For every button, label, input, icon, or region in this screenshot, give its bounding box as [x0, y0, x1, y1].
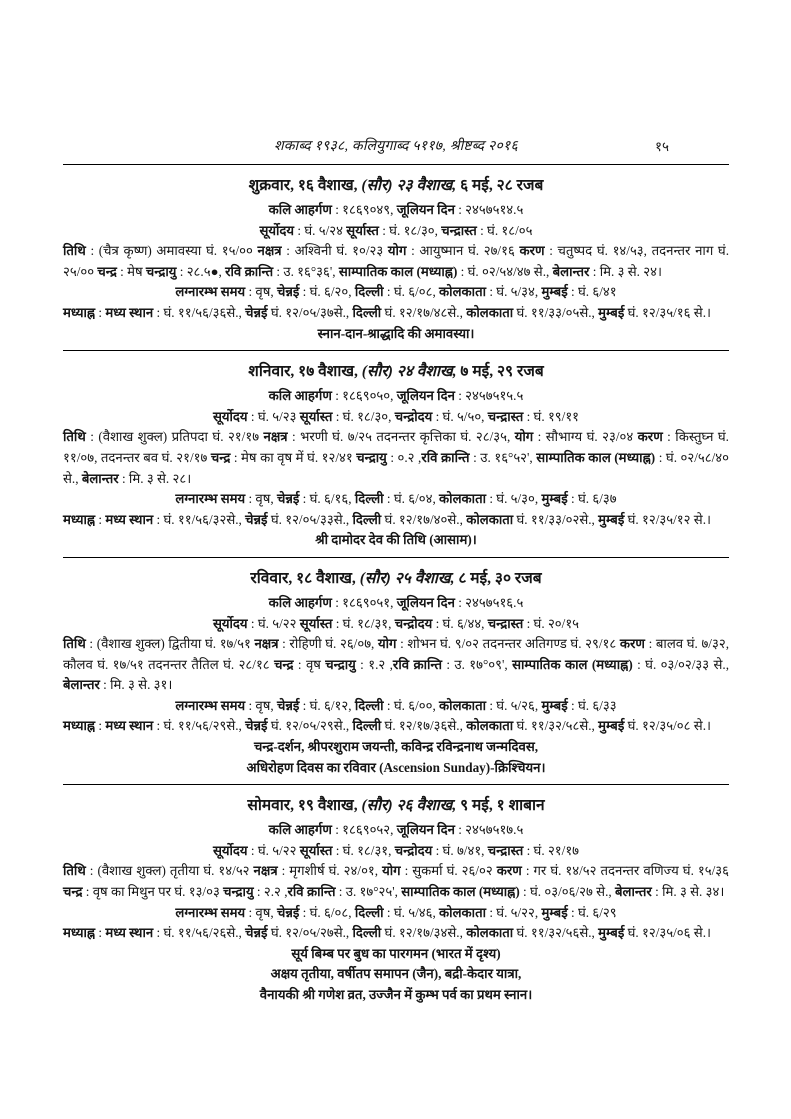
- tithi-paragraph: [63, 634, 729, 696]
- text-segment: चन्द्रास्त: [487, 842, 524, 858]
- text-segment: : २४५७५१४.५: [454, 202, 524, 217]
- text-segment: मध्य स्थान: [105, 304, 154, 320]
- text-segment: कलि आहर्गण: [268, 202, 332, 217]
- text-segment: : बालव घं. ७/३२, कौलव घं. १७/५१ तदनन्तर तैतिल घं. २८/१८: [63, 636, 729, 672]
- notes-block: [63, 737, 729, 778]
- text-segment: : रोहिणी घं. २६/०७,: [278, 636, 378, 652]
- text-segment: शनिवार, १७ वैशाख,: [248, 363, 362, 381]
- text-segment: (सौर) २४ वैशाख,: [361, 363, 457, 381]
- text-segment: कोलकाता: [466, 511, 514, 527]
- day-title: [63, 794, 729, 817]
- text-segment: : अश्विनी घं. १०/२३: [281, 243, 388, 259]
- day-section-friday: [63, 165, 729, 350]
- text-segment: शुक्रवार, १६ वैशाख,: [248, 177, 362, 194]
- text-segment: चन्द्रायु: [223, 884, 254, 900]
- note-line: वैनायकी श्री गणेश व्रत, उज्जैन में कुम्भ पर्व का प्रथम स्नान।: [259, 987, 533, 1002]
- text-segment: : घं. ७/४१,: [432, 842, 488, 858]
- note-line: चन्द्र-दर्शन, श्रीपरशुराम जयन्ती, कविन्द्र रविन्द्रनाथ जन्मदिवस,: [253, 739, 539, 755]
- text-segment: मध्याह्न: [63, 718, 96, 734]
- day-title: [63, 360, 729, 383]
- text-segment: कोलकाता: [439, 697, 487, 713]
- text-segment: : २४५७५१५.५: [454, 388, 524, 404]
- text-segment: कोलकाता: [466, 304, 514, 320]
- text-segment: : घं. ५/५०,: [432, 408, 488, 424]
- text-segment: : ०.२ ,: [386, 449, 422, 465]
- text-segment: चन्द्रास्त: [487, 615, 524, 631]
- text-segment: घं. १२/०५/३३से.,: [267, 511, 353, 527]
- text-segment: कलि आहर्गण: [268, 822, 332, 838]
- text-segment: : घं. ५/२२: [247, 842, 300, 858]
- text-segment: लग्नारम्भ समय: [175, 491, 246, 507]
- text-segment: मुम्बई: [541, 284, 568, 300]
- madhyahna-line: [63, 303, 729, 324]
- text-segment: घं. १२/१७/४८से.,: [381, 304, 467, 320]
- text-segment: सूर्योदय: [212, 615, 248, 631]
- text-segment: चन्द्र: [274, 656, 294, 672]
- text-segment: (सौर) २३ वैशाख,: [361, 177, 457, 194]
- text-segment: घं. १२/०५/३७से.,: [267, 304, 353, 320]
- text-segment: ७ मई, २९ रजब: [456, 363, 544, 381]
- text-segment: तिथि: [63, 243, 86, 259]
- lagna-line: [63, 282, 729, 303]
- ahargana-line: [63, 386, 729, 407]
- text-segment: जूलियन दिन: [396, 388, 455, 404]
- text-segment: बेलान्तर: [81, 470, 119, 486]
- text-segment: : घं. ५/३४,: [486, 284, 542, 300]
- text-segment: : घं. ६/४१: [567, 284, 617, 300]
- text-segment: : आयुष्मान घं. २७/१६: [406, 243, 520, 259]
- text-segment: चन्द्रायु: [356, 449, 387, 465]
- text-segment: : २८.५●,: [176, 263, 226, 279]
- text-segment: रवि क्रान्ति: [392, 656, 442, 672]
- text-segment: : घं. १८/३१,: [332, 842, 395, 858]
- text-segment: मध्य स्थान: [105, 718, 154, 734]
- text-segment: मध्य स्थान: [105, 925, 154, 941]
- text-segment: (सौर) २५ वैशाख,: [359, 569, 455, 587]
- text-segment: : सौभाग्य घं. २३/०४: [533, 429, 638, 445]
- text-segment: :: [95, 511, 106, 527]
- text-segment: सूर्यास्त: [346, 222, 379, 238]
- text-segment: : घं. ११/५६/२९से.,: [153, 718, 246, 734]
- notes-block: [63, 324, 729, 345]
- text-segment: : घं. ६/३३: [567, 697, 617, 713]
- text-segment: दिल्ली: [354, 904, 384, 920]
- text-segment: घं. १२/१७/३४से.,: [381, 925, 467, 941]
- text-segment: : घं. १८/०५: [476, 222, 533, 238]
- text-segment: : सुकर्मा घं. २६/०२: [400, 863, 497, 879]
- text-segment: : वृष,: [245, 697, 277, 713]
- text-segment: चन्द्रायु: [145, 263, 177, 279]
- text-segment: : वृष: [293, 656, 326, 672]
- text-segment: तिथि: [63, 863, 86, 879]
- note-line: स्नान-दान-श्राद्धादि की अमावस्या।: [317, 325, 475, 341]
- text-segment: सूर्योदय: [212, 408, 248, 424]
- text-segment: मध्याह्न: [63, 511, 96, 527]
- text-segment: : वृष,: [245, 904, 277, 920]
- text-segment: मध्याह्न: [63, 304, 96, 320]
- day-section-sunday: [63, 558, 729, 784]
- text-segment: : घं. ६/३७: [567, 491, 617, 507]
- text-segment: : घं. ५/२२: [247, 615, 300, 631]
- text-segment: : घं. ११/५६/३६से.,: [153, 304, 246, 320]
- text-segment: चेन्नई: [245, 304, 268, 320]
- text-segment: : मि. ३ से. ३४।: [651, 884, 725, 900]
- text-segment: साम्पातिक काल (मध्याह्न): [401, 884, 520, 900]
- text-segment: नक्षत्र: [263, 429, 288, 445]
- text-segment: : घं. ०३/०२/३३ से.,: [632, 656, 729, 672]
- text-segment: : २.२ ,: [253, 884, 288, 900]
- text-segment: कलि आहर्गण: [268, 594, 332, 610]
- text-segment: मुम्बई: [598, 718, 625, 734]
- text-segment: : १.२ ,: [355, 656, 393, 672]
- text-segment: घं. १२/३५/१६ से.।: [624, 304, 711, 320]
- text-segment: : घं. ६/०४,: [383, 491, 440, 507]
- text-segment: : (वैशाख शुक्ल) द्वितीया घं. १७/५१: [85, 636, 255, 652]
- text-segment: लग्नारम्भ समय: [175, 284, 246, 300]
- lagna-line: [63, 696, 729, 717]
- text-segment: करण: [496, 863, 522, 879]
- text-segment: दिल्ली: [352, 718, 382, 734]
- note-line: सूर्य बिम्ब पर बुध का पारगमन (भारत में दृश्य): [291, 945, 501, 961]
- text-segment: घं. ११/३३/०२से.,: [513, 511, 599, 527]
- text-segment: घं. १२/३५/१२ से.।: [624, 511, 711, 527]
- text-segment: चन्द्र: [97, 263, 117, 279]
- text-segment: : घं. २१/१७: [523, 842, 580, 858]
- text-segment: चेन्नई: [276, 491, 300, 507]
- ahargana-line: [63, 200, 729, 221]
- text-segment: : (वैशाख शुक्ल) तृतीया घं. १४/५२: [85, 863, 254, 879]
- text-segment: : उ. १७°२५',: [335, 884, 402, 900]
- text-segment: : घं. ०२/५८/४० से.,: [63, 449, 729, 486]
- text-segment: दिल्ली: [354, 491, 384, 507]
- text-segment: सूर्यास्त: [299, 615, 333, 631]
- text-segment: मुम्बई: [598, 304, 625, 320]
- lagna-line: [63, 489, 729, 510]
- text-segment: : घं. २०/१५: [523, 615, 580, 631]
- note-line: अधिरोहण दिवस का रविवार (Ascension Sunday)-क्रिश्चियन।: [246, 759, 546, 775]
- text-segment: : घं. १८/३०,: [332, 408, 395, 424]
- text-segment: बेलान्तर: [63, 677, 100, 693]
- text-segment: : उ. १६°३६',: [273, 263, 339, 279]
- text-segment: : उ. १७°०९',: [441, 656, 513, 672]
- text-segment: मुम्बई: [598, 511, 625, 527]
- text-segment: रवि क्रान्ति: [287, 884, 336, 900]
- text-segment: चन्द्रोदय: [394, 842, 433, 858]
- text-segment: : घं. ५/४६,: [383, 904, 440, 920]
- text-segment: ९ मई, १ शाबान: [456, 797, 545, 815]
- text-segment: : घं. ६/२९: [567, 904, 617, 920]
- text-segment: चन्द्रास्त: [487, 408, 524, 424]
- text-segment: नक्षत्र: [254, 636, 279, 652]
- text-segment: घं. ११/३२/५६से.,: [513, 925, 599, 941]
- text-segment: सूर्यास्त: [299, 408, 333, 424]
- text-segment: चेन्नई: [245, 925, 268, 941]
- text-segment: चेन्नई: [245, 511, 268, 527]
- text-segment: : घं. ११/५६/३२से.,: [153, 511, 246, 527]
- text-segment: दिल्ली: [352, 511, 382, 527]
- text-segment: तिथि: [63, 636, 86, 652]
- text-segment: : घं. ६/१६,: [299, 491, 355, 507]
- text-segment: चन्द्रायु: [325, 656, 356, 672]
- text-segment: ८ मई, ३० रजब: [454, 569, 542, 587]
- text-segment: रवि क्रान्ति: [421, 449, 470, 465]
- text-segment: :: [95, 925, 106, 941]
- sun-times-line: [63, 407, 729, 428]
- text-segment: चेन्नई: [276, 697, 300, 713]
- text-segment: कोलकाता: [439, 904, 487, 920]
- text-segment: चन्द्र: [210, 449, 231, 465]
- text-segment: करण: [619, 636, 645, 652]
- text-segment: साम्पातिक काल (मध्याह्न): [536, 449, 656, 465]
- text-segment: जूलियन दिन: [396, 202, 455, 217]
- text-segment: : घं. ५/२६,: [486, 697, 542, 713]
- text-segment: कोलकाता: [439, 284, 487, 300]
- text-segment: घं. १२/०५/२९से.,: [267, 718, 353, 734]
- text-segment: : २४५७५१६.५: [454, 594, 524, 610]
- text-segment: रवि क्रान्ति: [225, 263, 274, 279]
- text-segment: नक्षत्र: [257, 243, 282, 259]
- madhyahna-line: [63, 923, 729, 944]
- text-segment: : वृष का मिथुन पर घं. १३/०३: [82, 884, 224, 900]
- text-segment: : २४५७५१७.५: [454, 822, 524, 838]
- text-segment: दिल्ली: [352, 925, 382, 941]
- text-segment: नक्षत्र: [253, 863, 278, 879]
- madhyahna-line: [63, 510, 729, 531]
- tithi-paragraph: [63, 427, 729, 489]
- text-segment: मुम्बई: [541, 697, 568, 713]
- text-segment: बेलान्तर: [614, 884, 652, 900]
- text-segment: रविवार, १८ वैशाख,: [250, 569, 360, 587]
- text-segment: : मि. ३ से. ३१।: [99, 677, 173, 693]
- text-segment: : घं. १९/११: [523, 408, 580, 424]
- text-segment: लग्नारम्भ समय: [175, 697, 246, 713]
- text-segment: : १८६९०४९,: [331, 202, 397, 217]
- text-segment: चन्द्रोदय: [394, 615, 433, 631]
- text-segment: करण: [519, 243, 545, 259]
- tithi-paragraph: [63, 861, 729, 902]
- text-segment: कोलकाता: [439, 491, 487, 507]
- text-segment: : घं. १८/३०,: [378, 222, 442, 238]
- text-segment: : (चैत्र कृष्ण) अमावस्या घं. १५/००: [85, 243, 258, 259]
- page-number: १५: [654, 139, 669, 154]
- text-segment: : घं. १८/३१,: [332, 615, 395, 631]
- text-segment: : १८६९०५२,: [331, 822, 397, 838]
- day-title: [63, 174, 729, 197]
- text-segment: चन्द्रोदय: [394, 408, 433, 424]
- note-line: श्री दामोदर देव की तिथि (आसाम)।: [315, 532, 477, 548]
- text-segment: लग्नारम्भ समय: [175, 904, 246, 920]
- text-segment: : घं. ०३/०६/२७ से.,: [519, 884, 615, 900]
- text-segment: : मि. ३ से. २४।: [589, 263, 662, 279]
- tithi-paragraph: [63, 241, 729, 282]
- text-segment: साम्पातिक काल (मध्याह्न): [338, 263, 458, 279]
- text-segment: : वृष,: [245, 491, 277, 507]
- text-segment: घं. ११/३२/५८से.,: [513, 718, 599, 734]
- text-segment: : मेष का वृष में घं. १२/४१: [230, 449, 357, 465]
- sun-times-line: [63, 841, 729, 862]
- text-segment: : घं. ६/१२,: [299, 697, 355, 713]
- text-segment: : घं. ६/००,: [383, 697, 440, 713]
- text-segment: चन्द्रास्त: [441, 222, 477, 238]
- text-segment: चन्द्र: [63, 884, 83, 900]
- text-segment: जूलियन दिन: [396, 822, 455, 838]
- text-segment: दिल्ली: [352, 304, 382, 320]
- text-segment: : घं. ५/३०,: [486, 491, 542, 507]
- text-segment: : मि. ३ से. २८।: [118, 470, 192, 486]
- day-title: [63, 567, 729, 590]
- text-segment: दिल्ली: [354, 284, 384, 300]
- text-segment: मध्याह्न: [63, 925, 96, 941]
- text-segment: : १८६९०५०,: [331, 388, 397, 404]
- sun-times-line: [63, 221, 729, 242]
- text-segment: चेन्नई: [276, 284, 300, 300]
- text-segment: :: [95, 718, 106, 734]
- notes-block: [63, 530, 729, 551]
- text-segment: : वृष,: [245, 284, 277, 300]
- text-segment: : घं. ११/५६/२६से.,: [153, 925, 246, 941]
- text-segment: : गर घं. १४/५२ तदनन्तर वणिज्य घं. १५/३६: [521, 863, 729, 879]
- text-segment: कोलकाता: [466, 718, 514, 734]
- text-segment: योग: [382, 863, 401, 879]
- text-segment: घं. १२/३५/०६ से.।: [624, 925, 711, 941]
- madhyahna-line: [63, 716, 729, 737]
- text-segment: : घं. ६/०८,: [383, 284, 440, 300]
- text-segment: : घं. ५/२४: [294, 222, 347, 238]
- day-section-saturday: [63, 351, 729, 557]
- text-segment: योग: [514, 429, 534, 445]
- text-segment: कलि आहर्गण: [268, 388, 332, 404]
- text-segment: घं. १२/३५/०८ से.।: [624, 718, 711, 734]
- text-segment: : शोभन घं. ९/०२ तदनन्तर अतिगण्ड घं. २९/१८: [396, 636, 620, 652]
- text-segment: चेन्नई: [276, 904, 300, 920]
- text-segment: मुम्बई: [598, 925, 625, 941]
- text-segment: दिल्ली: [354, 697, 384, 713]
- text-segment: सूर्योदय: [259, 222, 295, 238]
- text-segment: : घं. ६/४४,: [432, 615, 488, 631]
- text-segment: घं. १२/०५/२७से.,: [267, 925, 353, 941]
- text-segment: योग: [387, 243, 407, 259]
- text-segment: : घं. ०२/५४/४७ से.,: [457, 263, 553, 279]
- day-section-monday: [63, 785, 729, 1011]
- text-segment: : घं. ६/२०,: [299, 284, 355, 300]
- text-segment: सूर्योदय: [212, 842, 248, 858]
- text-segment: घं. १२/१७/४०से.,: [381, 511, 467, 527]
- text-segment: साम्पातिक काल (मध्याह्न): [512, 656, 633, 672]
- text-segment: जूलियन दिन: [396, 594, 455, 610]
- text-segment: : घं. ५/२२,: [486, 904, 542, 920]
- text-segment: : किस्तुघ्न घं. ११/०७, तदनन्तर बव घं. २१/१७: [63, 429, 729, 465]
- text-segment: : उ. १६°५२',: [469, 449, 537, 465]
- text-segment: बेलान्तर: [552, 263, 590, 279]
- text-segment: योग: [377, 636, 397, 652]
- lagna-line: [63, 903, 729, 924]
- notes-block: [63, 944, 729, 1006]
- text-segment: : घं. ६/०८,: [299, 904, 355, 920]
- era-header: शकाब्द १९३८, कलियुगाब्द ५११७, श्रीष्टब्द २०१६: [274, 139, 518, 154]
- note-line: अक्षय तृतीया, वर्षीतप समापन (जैन), बद्री-केदार यात्रा,: [270, 966, 522, 982]
- text-segment: (सौर) २६ वैशाख,: [361, 797, 457, 815]
- text-segment: : चतुष्पद घं. १४/५३, तदनन्तर नाग घं. २५/००: [63, 243, 730, 279]
- text-segment: : १८६९०५१,: [331, 594, 397, 610]
- text-segment: मुम्बई: [541, 491, 568, 507]
- text-segment: :: [95, 304, 106, 320]
- text-segment: तिथि: [63, 429, 86, 445]
- ahargana-line: [63, 593, 729, 614]
- text-segment: : घं. ५/२३: [247, 408, 300, 424]
- text-segment: : (वैशाख शुक्ल) प्रतिपदा घं. २१/१७: [85, 429, 264, 445]
- text-segment: चेन्नई: [245, 718, 268, 734]
- text-segment: मध्य स्थान: [105, 511, 154, 527]
- text-segment: : मृगशीर्ष घं. २४/०१,: [277, 863, 383, 879]
- text-segment: : मेष: [116, 263, 146, 279]
- text-segment: घं. ११/३३/०५से.,: [513, 304, 599, 320]
- text-segment: सोमवार, १९ वैशाख,: [247, 797, 362, 815]
- text-segment: : भरणी घं. ७/२५ तदनन्तर कृत्तिका घं. २८/३५,: [287, 429, 515, 445]
- text-segment: सूर्यास्त: [299, 842, 333, 858]
- sun-times-line: [63, 614, 729, 635]
- text-segment: कोलकाता: [466, 925, 514, 941]
- ahargana-line: [63, 820, 729, 841]
- text-segment: मुम्बई: [541, 904, 568, 920]
- text-segment: घं. १२/१७/३६से.,: [381, 718, 467, 734]
- text-segment: करण: [637, 429, 663, 445]
- text-segment: ६ मई, २८ रजब: [456, 177, 544, 194]
